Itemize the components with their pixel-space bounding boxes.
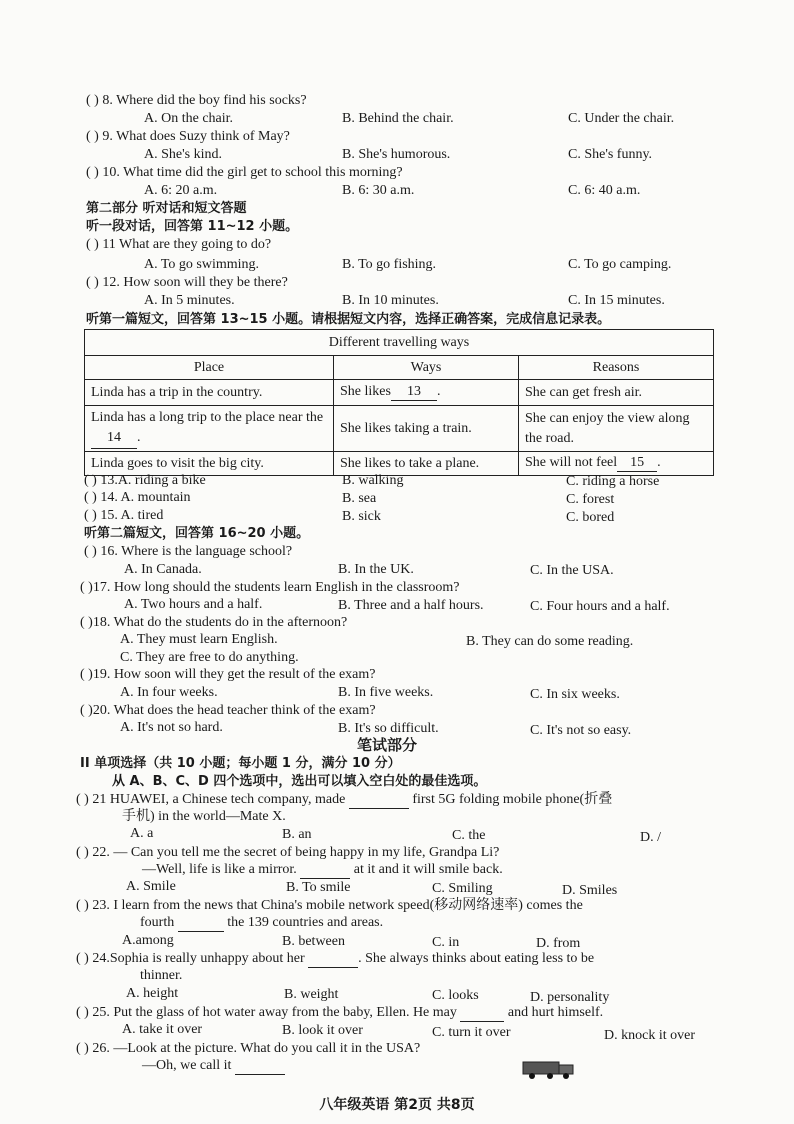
q8-option-b: B. Behind the chair. [342, 111, 454, 126]
q25-stem-text: ( ) 25. Put the glass of hot water away from the baby, Ellen. He may [76, 1005, 457, 1020]
row1-way-end: . [436, 384, 441, 399]
q14-option-c: C. forest [566, 492, 615, 507]
q22-option-b: B. To smile [286, 880, 351, 895]
q21-stem-line2: 手机) in the world—Mate X. [122, 809, 286, 824]
q21-option-d: D. / [640, 830, 661, 845]
page-footer: 八年级英语 第2页 共8页 [319, 1097, 475, 1113]
q16-stem: ( ) 16. Where is the language school? [84, 544, 293, 559]
q15-option-b: B. sick [342, 509, 381, 524]
q10-option-c: C. 6: 40 a.m. [568, 183, 641, 198]
row2-place-text: Linda has a long trip to the place near the [91, 410, 324, 425]
passage1-intro: 听第一篇短文，回答第 13~15 小题。请根据短文内容，选择正确答案，完成信息记录表。 [86, 312, 611, 327]
q18-option-a: A. They must learn English. [120, 632, 278, 647]
q16-option-b: B. In the UK. [338, 562, 414, 577]
q21-stem [76, 791, 612, 809]
q22-reply-end: at it and it will smile back. [353, 862, 503, 877]
q19-stem: ( )19. How soon will they get the result of the exam? [80, 667, 376, 682]
header-place: Place [85, 356, 334, 380]
q21-option-c: C. the [452, 828, 486, 843]
q18-option-c: C. They are free to do anything. [120, 650, 299, 665]
row2-way: She likes taking a train. [334, 406, 519, 452]
q24-option-d: D. personality [530, 990, 610, 1005]
part2-heading: 第二部分 听对话和短文答题 [86, 201, 247, 216]
q24-option-c: C. looks [432, 988, 479, 1003]
section2-heading: II 单项选择（共 10 小题；每小题 1 分，满分 10 分） [80, 756, 401, 771]
q13-option-c: C. riding a horse [566, 474, 660, 489]
q12-option-a: A. In 5 minutes. [144, 293, 235, 308]
truck-icon [522, 1060, 576, 1080]
row2-place [85, 406, 334, 452]
header-reasons: Reasons [519, 356, 714, 380]
q19-option-a: A. In four weeks. [120, 685, 218, 700]
q11-stem: ( ) 11 What are they going to do? [86, 237, 272, 252]
q16-option-c: C. In the USA. [530, 563, 614, 578]
q21-option-b: B. an [282, 827, 312, 842]
row1-way [334, 380, 519, 406]
q20-option-b: B. It's so difficult. [338, 721, 439, 736]
section2-instructions: 从 A、B、C、D 四个选项中，选出可以填入空白处的最佳选项。 [112, 774, 487, 789]
table-row [85, 380, 714, 406]
q22-option-d: D. Smiles [562, 883, 618, 898]
q23-option-b: B. between [282, 934, 345, 949]
q10-stem: ( ) 10. What time did the girl get to school this morning? [86, 165, 403, 180]
q24-option-a: A. height [126, 986, 179, 1001]
q25-stem-end: and hurt himself. [507, 1005, 604, 1020]
written-section-heading: 笔试部分 [357, 736, 418, 754]
q23-line2-end: the 139 countries and areas. [227, 915, 384, 930]
q8-option-a: A. On the chair. [144, 111, 234, 126]
q13-stem: ( ) 13.A. riding a bike [84, 473, 206, 488]
q13-option-b: B. walking [342, 473, 404, 488]
q12-option-b: B. In 10 minutes. [342, 293, 439, 308]
q15-option-c: C. bored [566, 510, 615, 525]
q25-option-c: C. turn it over [432, 1025, 511, 1040]
q23-line2-text: fourth [140, 915, 175, 930]
q14-option-b: B. sea [342, 491, 377, 506]
q9-option-a: A. She's kind. [144, 147, 222, 162]
travel-info-table [84, 329, 714, 476]
q23-option-a: A.among [122, 933, 174, 948]
q25-option-b: B. look it over [282, 1023, 363, 1038]
q10-option-b: B. 6: 30 a.m. [342, 183, 415, 198]
row3-place: Linda goes to visit the big city. [85, 452, 334, 476]
q24-stem [76, 950, 594, 968]
q17-stem: ( )17. How long should the students learn English in the classroom? [80, 580, 460, 595]
q20-option-c: C. It's not so easy. [530, 723, 632, 738]
q23-stem-line2 [140, 914, 383, 932]
q17-option-a: A. Two hours and a half. [124, 597, 263, 612]
q24-option-b: B. weight [284, 987, 339, 1002]
q8-stem: ( ) 8. Where did the boy find his socks? [86, 93, 307, 108]
passage2-intro: 听第二篇短文，回答第 16~20 小题。 [84, 526, 310, 541]
row2-reason: She can enjoy the view along the road. [519, 406, 714, 452]
blank-15: 15 [617, 455, 657, 472]
q22-option-a: A. Smile [126, 879, 176, 894]
row1-reason: She can get fresh air. [519, 380, 714, 406]
q19-option-b: B. In five weeks. [338, 685, 434, 700]
q12-stem: ( ) 12. How soon will they be there? [86, 275, 288, 290]
q19-option-c: C. In six weeks. [530, 687, 620, 702]
q17-option-c: C. Four hours and a half. [530, 599, 670, 614]
q21-stem-end: first 5G folding mobile phone(折叠 [412, 792, 613, 807]
q16-option-a: A. In Canada. [124, 562, 202, 577]
row3-way: She likes to take a plane. [334, 452, 519, 476]
q22-stem: ( ) 22. — Can you tell me the secret of being happy in my life, Grandpa Li? [76, 845, 500, 860]
q22-reply-text: —Well, life is like a mirror. [142, 862, 297, 877]
q11-option-c: C. To go camping. [568, 257, 672, 272]
q12-option-c: C. In 15 minutes. [568, 293, 665, 308]
q9-stem: ( ) 9. What does Suzy think of May? [86, 129, 290, 144]
q9-option-b: B. She's humorous. [342, 147, 451, 162]
q25-option-a: A. take it over [122, 1022, 203, 1037]
row3-reason [519, 452, 714, 476]
q24-stem-end: . She always thinks about eating less to be [358, 951, 595, 966]
row2-place-end: . [137, 430, 141, 445]
q26-reply [142, 1057, 285, 1075]
q22-reply [142, 861, 503, 879]
q23-option-c: C. in [432, 935, 460, 950]
q20-option-a: A. It's not so hard. [120, 720, 223, 735]
header-ways: Ways [334, 356, 519, 380]
table-row [85, 406, 714, 452]
q23-stem: ( ) 23. I learn from the news that China's mobile network speed(移动网络速率) comes the [76, 898, 583, 913]
q25-option-d: D. knock it over [604, 1028, 695, 1043]
q24-stem-line2: thinner. [140, 968, 183, 983]
row1-place: Linda has a trip in the country. [85, 380, 334, 406]
q14-stem: ( ) 14. A. mountain [84, 490, 191, 505]
q8-option-c: C. Under the chair. [568, 111, 675, 126]
q26-reply-text: —Oh, we call it [142, 1058, 232, 1073]
q26-stem: ( ) 26. —Look at the picture. What do you call it in the USA? [76, 1041, 421, 1056]
q22-option-c: C. Smiling [432, 881, 493, 896]
q15-stem: ( ) 15. A. tired [84, 508, 164, 523]
table-title: Different travelling ways [85, 330, 714, 356]
q10-option-a: A. 6: 20 a.m. [144, 183, 218, 198]
dialog-intro: 听一段对话，回答第 11~12 小题。 [86, 219, 299, 234]
q24-stem-text: ( ) 24.Sophia is really unhappy about her [76, 951, 305, 966]
row3-reason-text: She will not feel [525, 455, 618, 470]
q17-option-b: B. Three and a half hours. [338, 598, 484, 613]
row1-way-text: She likes [340, 384, 391, 399]
q20-stem: ( )20. What does the head teacher think of the exam? [80, 703, 376, 718]
blank-14: 14 [91, 428, 137, 449]
blank-13: 13 [391, 384, 437, 401]
q23-option-d: D. from [536, 936, 581, 951]
q11-option-b: B. To go fishing. [342, 257, 437, 272]
q21-stem-text: ( ) 21 HUAWEI, a Chinese tech company, made [76, 792, 346, 807]
row3-reason-end: . [657, 455, 661, 470]
q21-option-a: A. a [130, 826, 154, 841]
q25-stem [76, 1004, 603, 1022]
q18-stem: ( )18. What do the students do in the afternoon? [80, 615, 348, 630]
q18-option-b: B. They can do some reading. [466, 634, 634, 649]
q11-option-a: A. To go swimming. [144, 257, 260, 272]
q9-option-c: C. She's funny. [568, 147, 653, 162]
